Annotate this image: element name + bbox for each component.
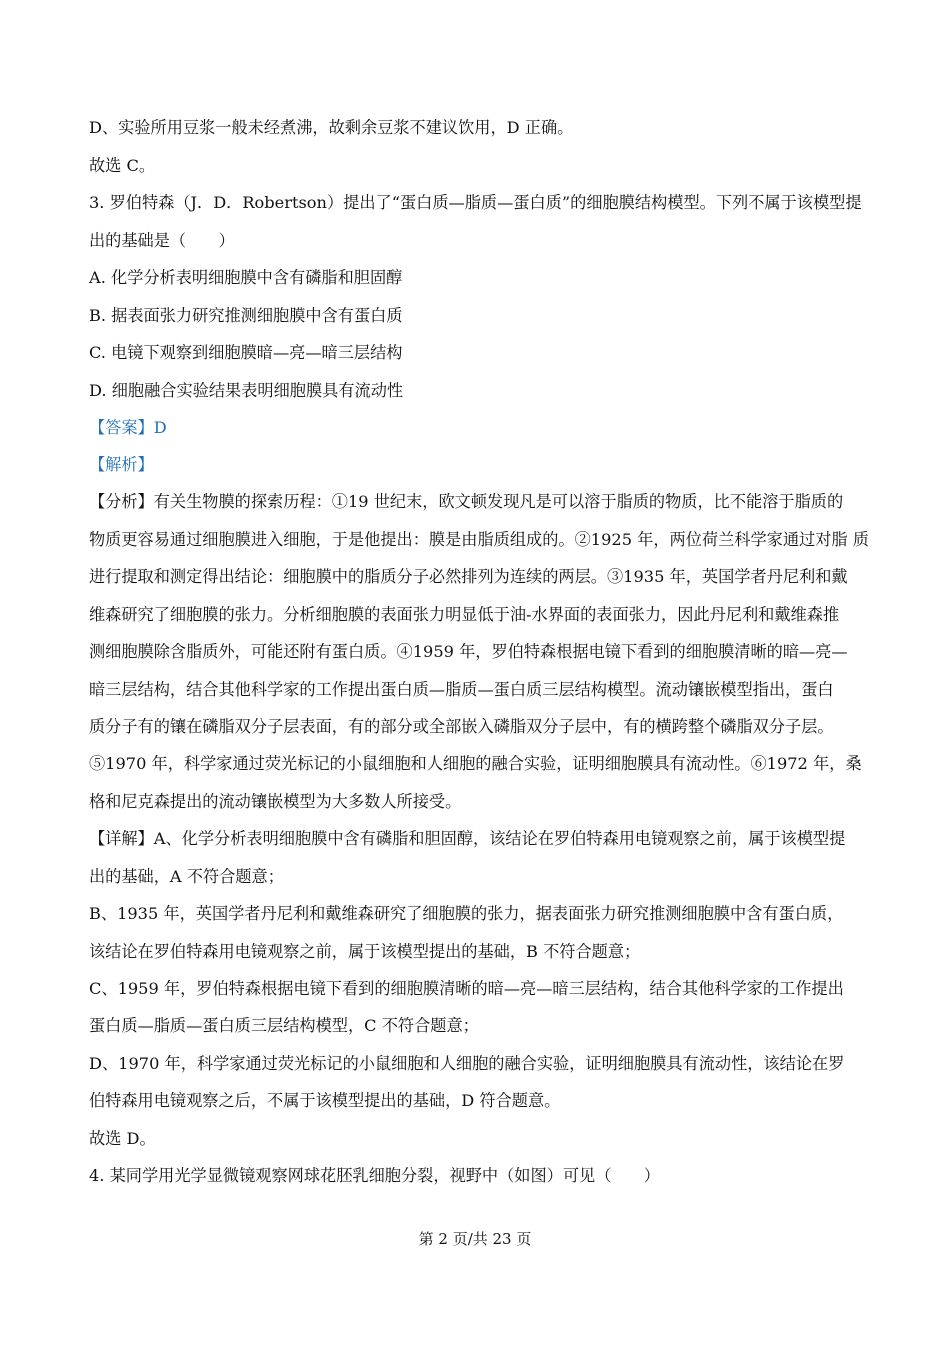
- detail-text: 出的基础，A 不符合题意；: [89, 867, 284, 886]
- detail-text: C、1959 年，罗伯特森根据电镜下看到的细胞膜清晰的暗—亮—暗三层结构，结合其他科学家的工作提出: [89, 979, 844, 998]
- question-4-stem: 4. 某同学用光学显微镜观察网球花胚乳细胞分裂，视野中（如图）可见（ ）: [89, 1166, 660, 1185]
- detail-text: B、1935 年，英国学者丹尼利和戴维森研究了细胞膜的张力，据表面张力研究推测细胞膜中含有蛋白质，: [89, 904, 844, 923]
- text-line: 故选 D。: [89, 1129, 156, 1148]
- option-a: A. 化学分析表明细胞膜中含有磷脂和胆固醇: [89, 268, 403, 287]
- page-footer: 第 2 页/共 23 页: [418, 1230, 532, 1248]
- detail-text: 蛋白质—脂质—蛋白质三层结构模型，C 不符合题意；: [89, 1016, 479, 1035]
- analysis-heading: 【解析】: [89, 455, 154, 474]
- option-b: B. 据表面张力研究推测细胞膜中含有蛋白质: [89, 306, 403, 325]
- option-d: D. 细胞融合实验结果表明细胞膜具有流动性: [89, 381, 404, 400]
- analysis-text: 暗三层结构，结合其他科学家的工作提出蛋白质—脂质—蛋白质三层结构模型。流动镶嵌模型指出，蛋白: [89, 680, 834, 699]
- analysis-text: 质分子有的镶在磷脂双分子层表面，有的部分或全部嵌入磷脂双分子层中，有的横跨整个磷脂双分子层。: [89, 717, 834, 736]
- option-c: C. 电镜下观察到细胞膜暗—亮—暗三层结构: [89, 343, 403, 362]
- text-line: D、实验所用豆浆一般未经煮沸，故剩余豆浆不建议饮用，D 正确。: [89, 118, 574, 137]
- text-line: 故选 C。: [89, 156, 156, 175]
- analysis-text: ⑤1970 年，科学家通过荧光标记的小鼠细胞和人细胞的融合实验，证明细胞膜具有流动性。⑥1972 年，桑: [89, 754, 862, 773]
- detail-text: 【详解】A、化学分析表明细胞膜中含有磷脂和胆固醇，该结论在罗伯特森用电镜观察之前，属于该模型提: [89, 829, 846, 848]
- detail-text: 该结论在罗伯特森用电镜观察之前，属于该模型提出的基础，B 不符合题意；: [89, 942, 641, 961]
- detail-text: 伯特森用电镜观察之后，不属于该模型提出的基础，D 符合题意。: [89, 1091, 561, 1110]
- analysis-text: 【分析】有关生物膜的探索历程：①19 世纪末，欧文顿发现凡是可以溶于脂质的物质，比不能溶于脂质的: [89, 492, 844, 511]
- analysis-text: 进行提取和测定得出结论：细胞膜中的脂质分子必然排列为连续的两层。③1935 年，英国学者丹尼利和戴: [89, 567, 848, 586]
- analysis-text: 物质更容易通过细胞膜进入细胞，于是他提出：膜是由脂质组成的。②1925 年，两位荷兰科学家通过对脂 质: [89, 530, 869, 549]
- analysis-text: 格和尼克森提出的流动镶嵌模型为大多数人所接受。: [89, 792, 462, 811]
- detail-text: D、1970 年，科学家通过荧光标记的小鼠细胞和人细胞的融合实验，证明细胞膜具有流动性，该结论在罗: [89, 1054, 845, 1073]
- answer-line: 【答案】D: [89, 418, 167, 437]
- question-3-stem: 出的基础是（ ）: [89, 231, 235, 250]
- analysis-text: 测细胞膜除含脂质外，可能还附有蛋白质。④1959 年，罗伯特森根据电镜下看到的细胞膜清晰的暗—亮—: [89, 642, 848, 661]
- question-3-stem: 3. 罗伯特森（J．D．Robertson）提出了“蛋白质—脂质—蛋白质”的细胞膜结构模型。下列不属于该模型提: [89, 193, 862, 212]
- analysis-text: 维森研究了细胞膜的张力。分析细胞膜的表面张力明显低于油-水界面的表面张力，因此丹尼利和戴维森推: [89, 605, 840, 624]
